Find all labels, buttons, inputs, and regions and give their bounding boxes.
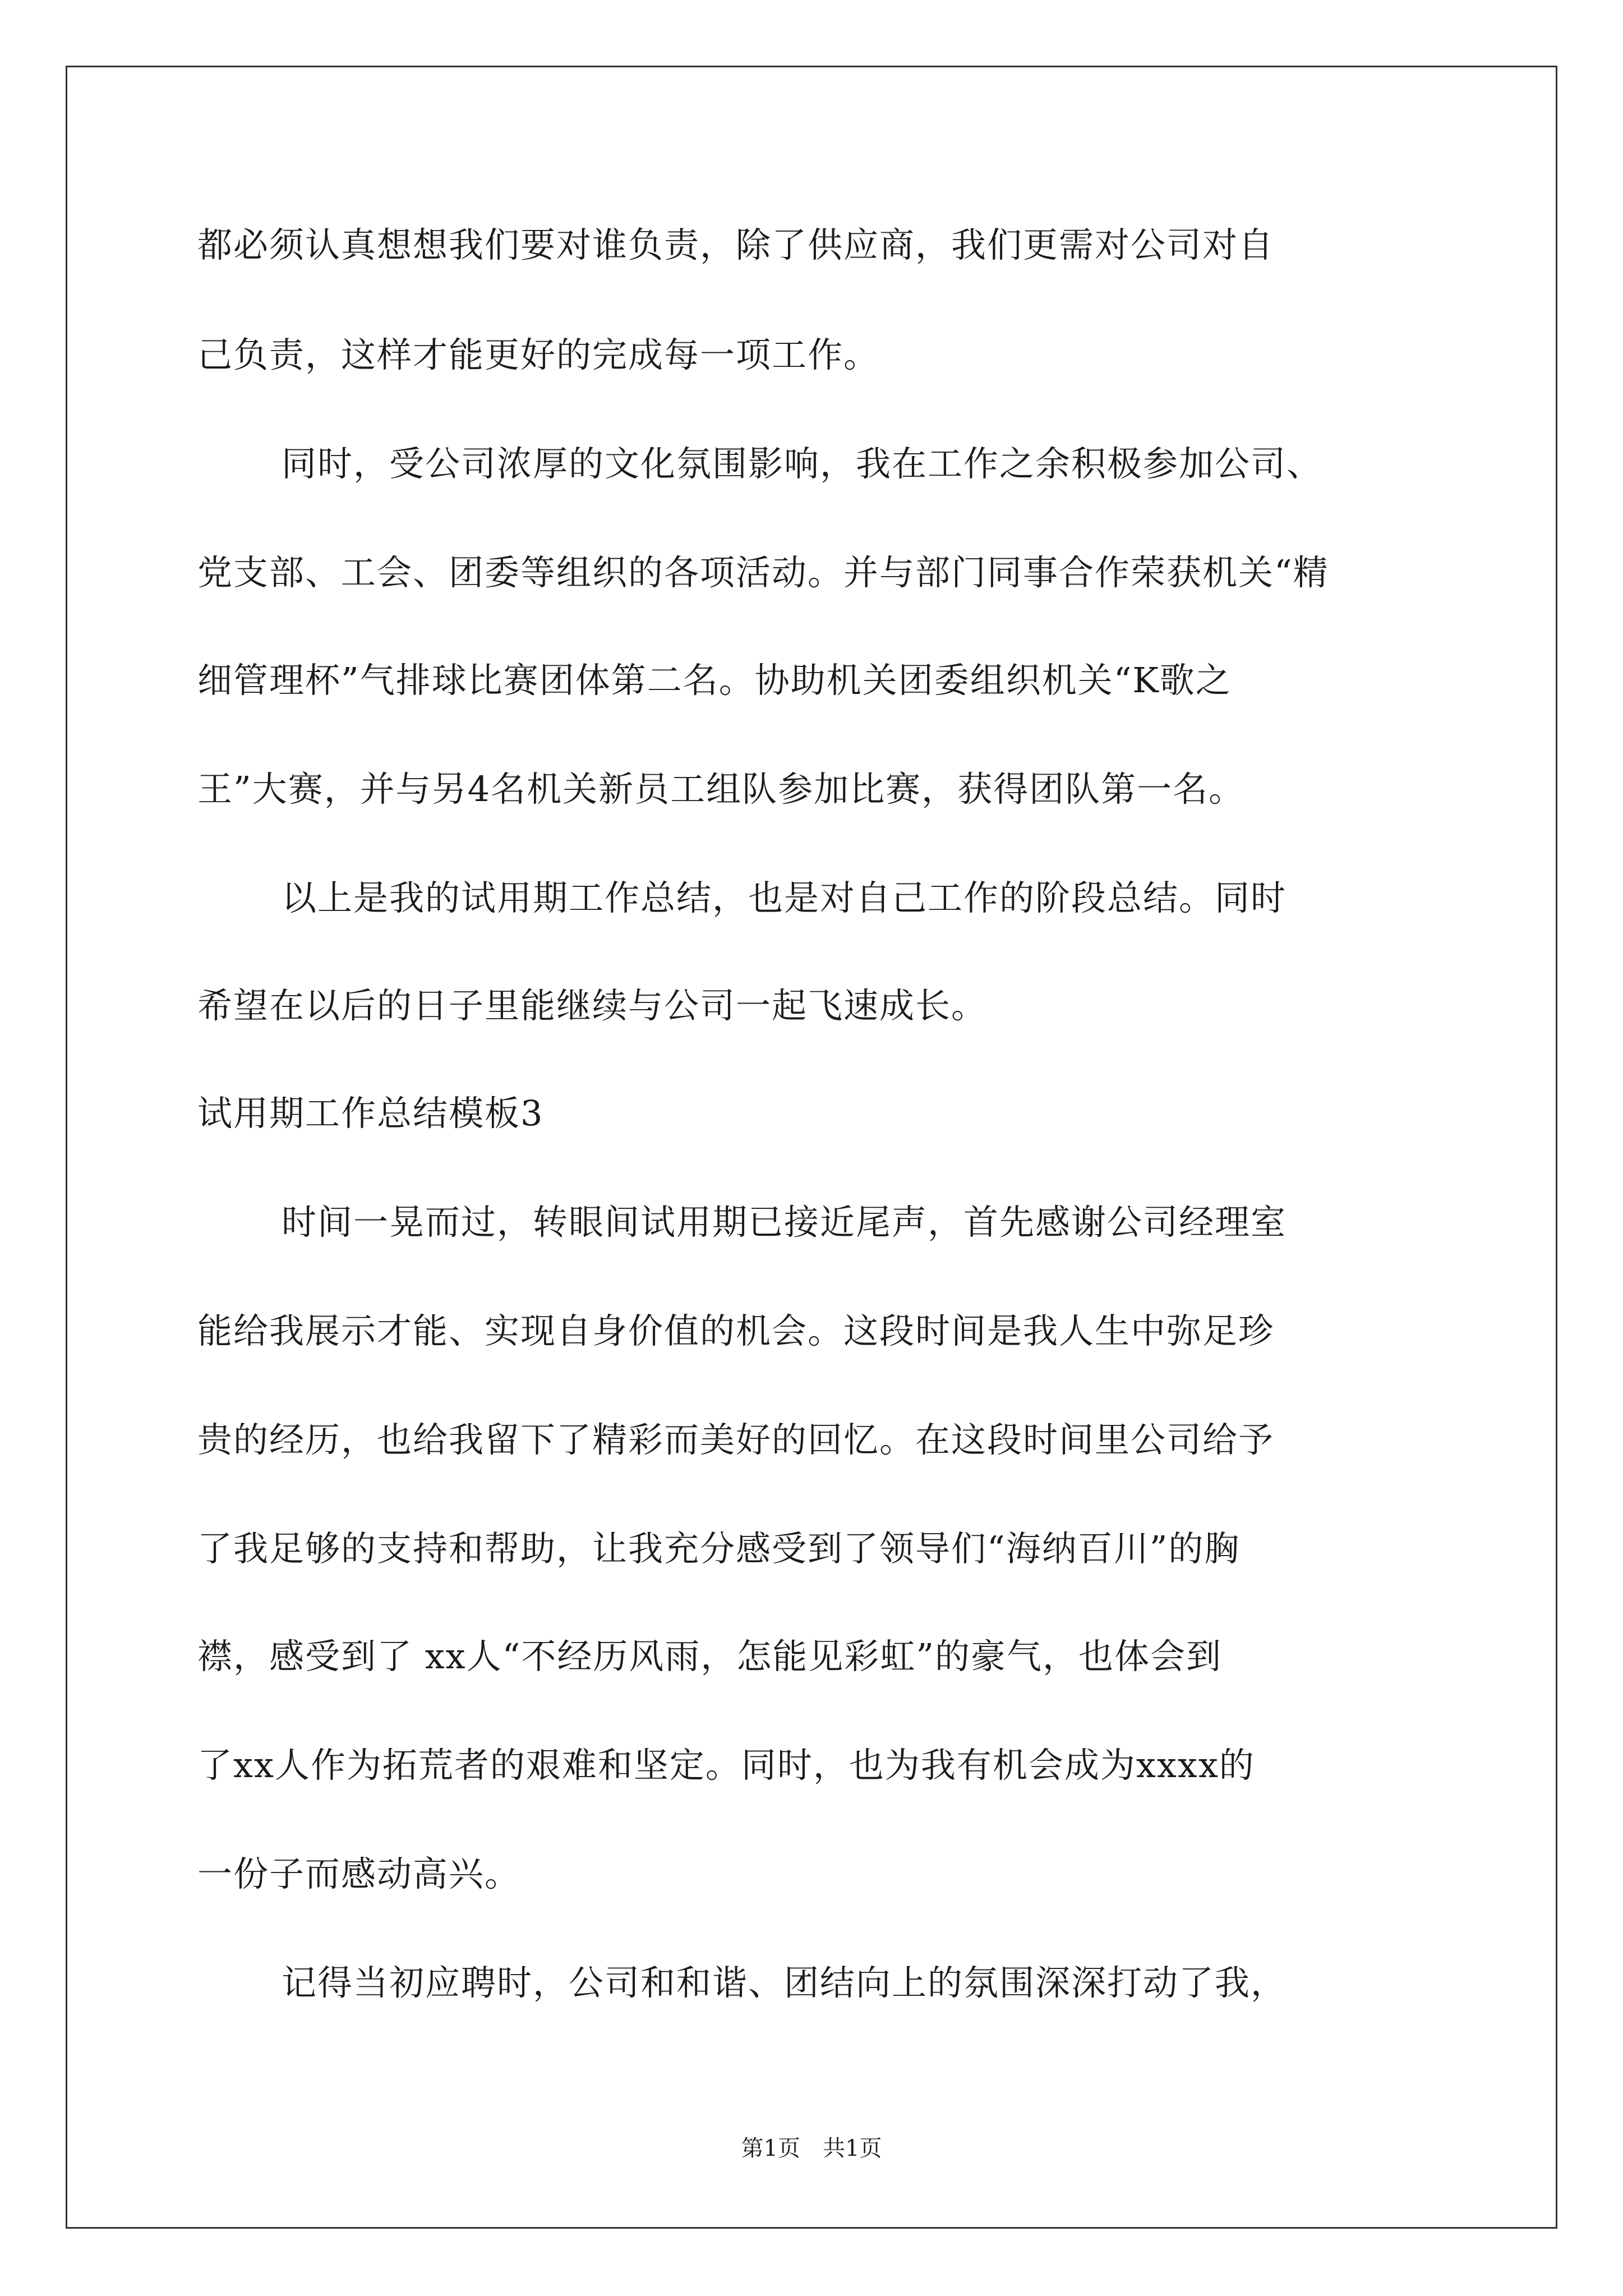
paragraph-line: 同时，受公司浓厚的文化氛围影响，我在工作之余积极参加公司、	[282, 443, 1323, 484]
paragraph-line: 能给我展示才能、实现自身价值的机会。这段时间是我人生中弥足珍	[197, 1310, 1275, 1351]
paragraph-line: 贵的经历，也给我留下了精彩而美好的回忆。在这段时间里公司给予	[197, 1419, 1275, 1460]
paragraph-line: 时间一晃而过，转眼间试用期已接近尾声，首先感谢公司经理室	[282, 1202, 1287, 1243]
page-number-current: 第1页	[741, 2136, 800, 2161]
paragraph-line: 了我足够的支持和帮助，让我充分感受到了领导们“海纳百川”的胸	[197, 1528, 1241, 1569]
paragraph-line: 以上是我的试用期工作总结，也是对自己工作的阶段总结。同时	[282, 877, 1287, 918]
paragraph-line: 记得当初应聘时，公司和和谐、团结向上的氛围深深打动了我，	[282, 1962, 1287, 2003]
paragraph-line: 王”大赛，并与另4名机关新员工组队参加比赛，获得团队第一名。	[197, 769, 1245, 809]
page-border	[66, 66, 1557, 2229]
paragraph-line: 细管理杯”气排球比赛团体第二名。协助机关团委组织机关“K歌之	[197, 660, 1232, 701]
paragraph-line: 希望在以后的日子里能继续与公司一起飞速成长。	[197, 985, 988, 1026]
page-footer	[0, 2137, 1623, 2160]
paragraph-line: 党支部、工会、团委等组织的各项活动。并与部门同事合作荣获机关“精	[197, 552, 1329, 593]
paragraph-line: 了xx人作为拓荒者的艰难和坚定。同时，也为我有机会成为xxxx的	[197, 1745, 1255, 1786]
section-heading: 试用期工作总结模板3	[197, 1093, 544, 1134]
paragraph-line: 己负责，这样才能更好的完成每一项工作。	[197, 334, 880, 375]
paragraph-line: 一份子而感动高兴。	[197, 1853, 521, 1894]
page-number-total: 共1页	[823, 2136, 882, 2161]
paragraph-line: 襟，感受到了 xx人“不经历风雨，怎能见彩虹”的豪气，也体会到	[197, 1636, 1223, 1677]
paragraph-line: 都必须认真想想我们要对谁负责，除了供应商，我们更需对公司对自	[197, 224, 1275, 265]
